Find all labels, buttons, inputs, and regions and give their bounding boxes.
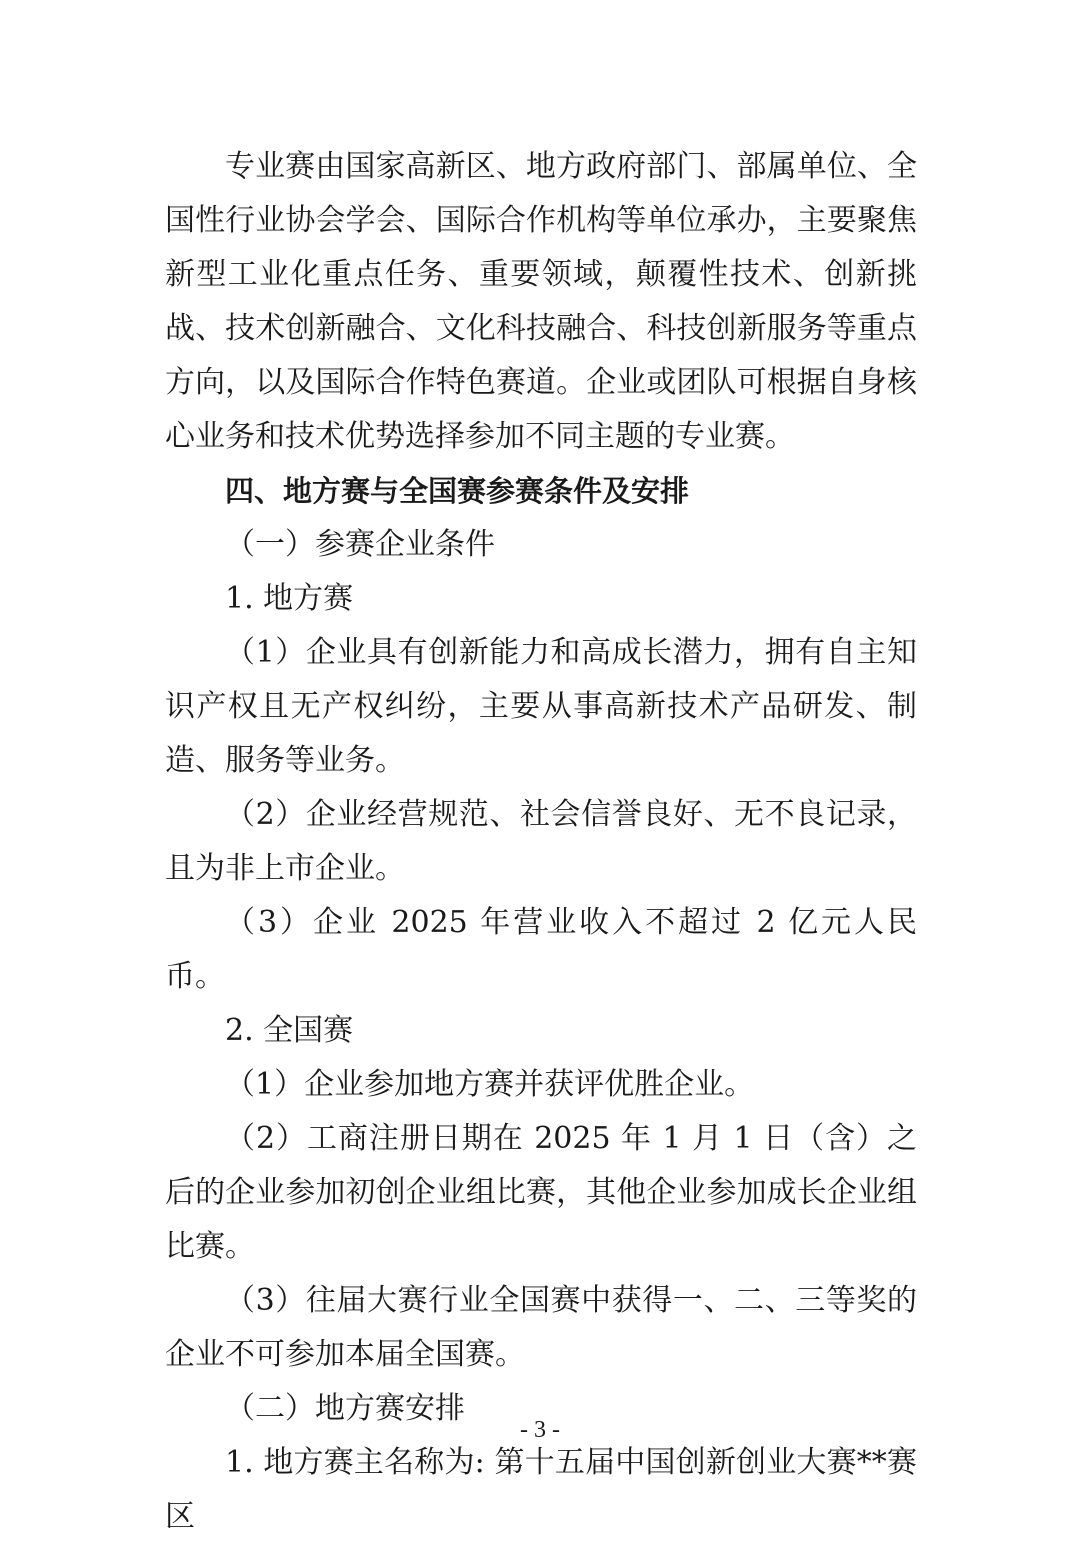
item-local-competition: 1. 地方赛 <box>225 581 354 616</box>
condition-local-3: （3）企业 2025 年营业收入不超过 2 亿元人民币。 <box>165 905 917 994</box>
condition-local-2: （2）企业经营规范、社会信誉良好、无不良记录，且为非上市企业。 <box>165 797 917 886</box>
condition-national-1: （1）企业参加地方赛并获评优胜企业。 <box>225 1067 755 1102</box>
subsection-heading-2: （二）地方赛安排 <box>225 1391 465 1426</box>
document-body <box>165 140 917 1544</box>
subsection-heading-1: （一）参赛企业条件 <box>225 527 495 562</box>
condition-national-3: （3）往届大赛行业全国赛中获得一、二、三等奖的企业不可参加本届全国赛。 <box>165 1283 917 1372</box>
arrangement-local-1: 1. 地方赛主名称为: 第十五届中国创新创业大赛**赛区 <box>165 1445 917 1534</box>
condition-local-1: （1）企业具有创新能力和高成长潜力，拥有自主知识产权且无产权纠纷，主要从事高新技术产品研发、制造、服务等业务。 <box>165 635 917 778</box>
section-heading-4: 四、地方赛与全国赛参赛条件及安排 <box>225 474 690 508</box>
page-number: - 3 - <box>520 1417 560 1443</box>
condition-national-2: （2）工商注册日期在 2025 年 1 月 1 日（含）之后的企业参加初创企业组比赛，其他企业参加成长企业组比赛。 <box>165 1121 917 1264</box>
item-national-competition: 2. 全国赛 <box>225 1013 354 1048</box>
paragraph-professional-competition: 专业赛由国家高新区、地方政府部门、部属单位、全国性行业协会学会、国际合作机构等单位承办，主要聚焦新型工业化重点任务、重要领域，颠覆性技术、创新挑战、技术创新融合、文化科技融合、科技创新服务等重点方向，以及国际合作特色赛道。企业或团队可根据自身核心业务和技术优势选择参加不同主题的专业赛。 <box>165 149 917 454</box>
